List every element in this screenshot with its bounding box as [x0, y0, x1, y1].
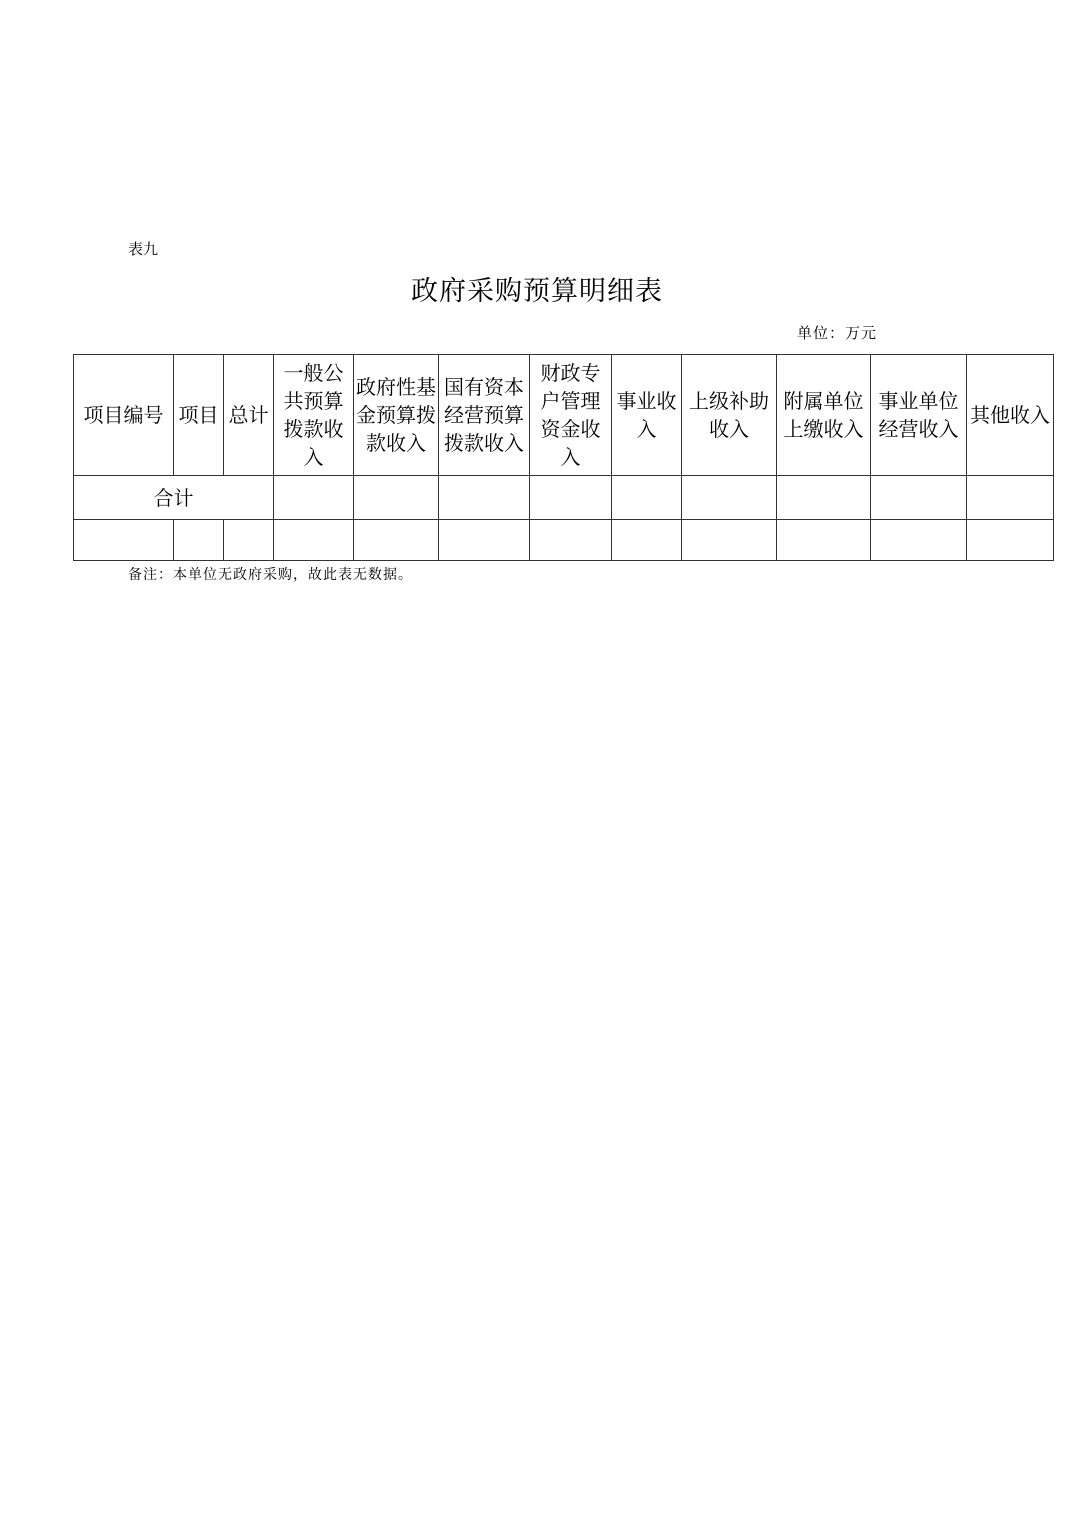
- table-cell: [612, 520, 682, 561]
- table-header-row: [74, 355, 1054, 476]
- table-cell: [967, 520, 1054, 561]
- column-header-project-code: 项目编号: [74, 355, 174, 476]
- column-header-superior-subsidy: 上级补助收入: [682, 355, 777, 476]
- column-header-other-income: 其他收入: [967, 355, 1054, 476]
- column-header-public-institution-operating: 事业单位经营收入: [871, 355, 967, 476]
- table-cell: [777, 476, 871, 520]
- column-header-total: 总计: [224, 355, 274, 476]
- table-cell: [871, 520, 967, 561]
- table-row: [74, 520, 1054, 561]
- total-row-label: 合计: [74, 476, 274, 520]
- table-cell: [530, 520, 612, 561]
- column-header-fiscal-special-account: 财政专户管理资金收入: [530, 355, 612, 476]
- table-cell: [274, 520, 354, 561]
- table-cell: [439, 520, 530, 561]
- footnote: 备注：本单位无政府采购，故此表无数据。: [128, 567, 413, 583]
- column-header-business-income: 事业收入: [612, 355, 682, 476]
- procurement-budget-table: [73, 354, 1054, 561]
- table-cell: [530, 476, 612, 520]
- table-cell: [439, 476, 530, 520]
- page-title: 政府采购预算明细表: [411, 276, 663, 307]
- column-header-project: 项目: [174, 355, 224, 476]
- table-cell: [354, 476, 439, 520]
- table-cell: [274, 476, 354, 520]
- table-cell: [967, 476, 1054, 520]
- table-cell: [777, 520, 871, 561]
- table-cell: [612, 476, 682, 520]
- table-cell: [682, 476, 777, 520]
- table-number-label: 表九: [128, 240, 159, 258]
- table-cell: [682, 520, 777, 561]
- table-total-row: [74, 476, 1054, 520]
- column-header-state-capital-budget: 国有资本经营预算拨款收入: [439, 355, 530, 476]
- table-cell: [354, 520, 439, 561]
- column-header-government-fund-budget: 政府性基金预算拨款收入: [354, 355, 439, 476]
- column-header-affiliated-unit-payment: 附属单位上缴收入: [777, 355, 871, 476]
- table-cell: [174, 520, 224, 561]
- table-cell: [871, 476, 967, 520]
- column-header-general-public-budget: 一般公共预算拨款收入: [274, 355, 354, 476]
- table-cell: [74, 520, 174, 561]
- unit-label: 单位：万元: [797, 324, 878, 342]
- table-cell: [224, 520, 274, 561]
